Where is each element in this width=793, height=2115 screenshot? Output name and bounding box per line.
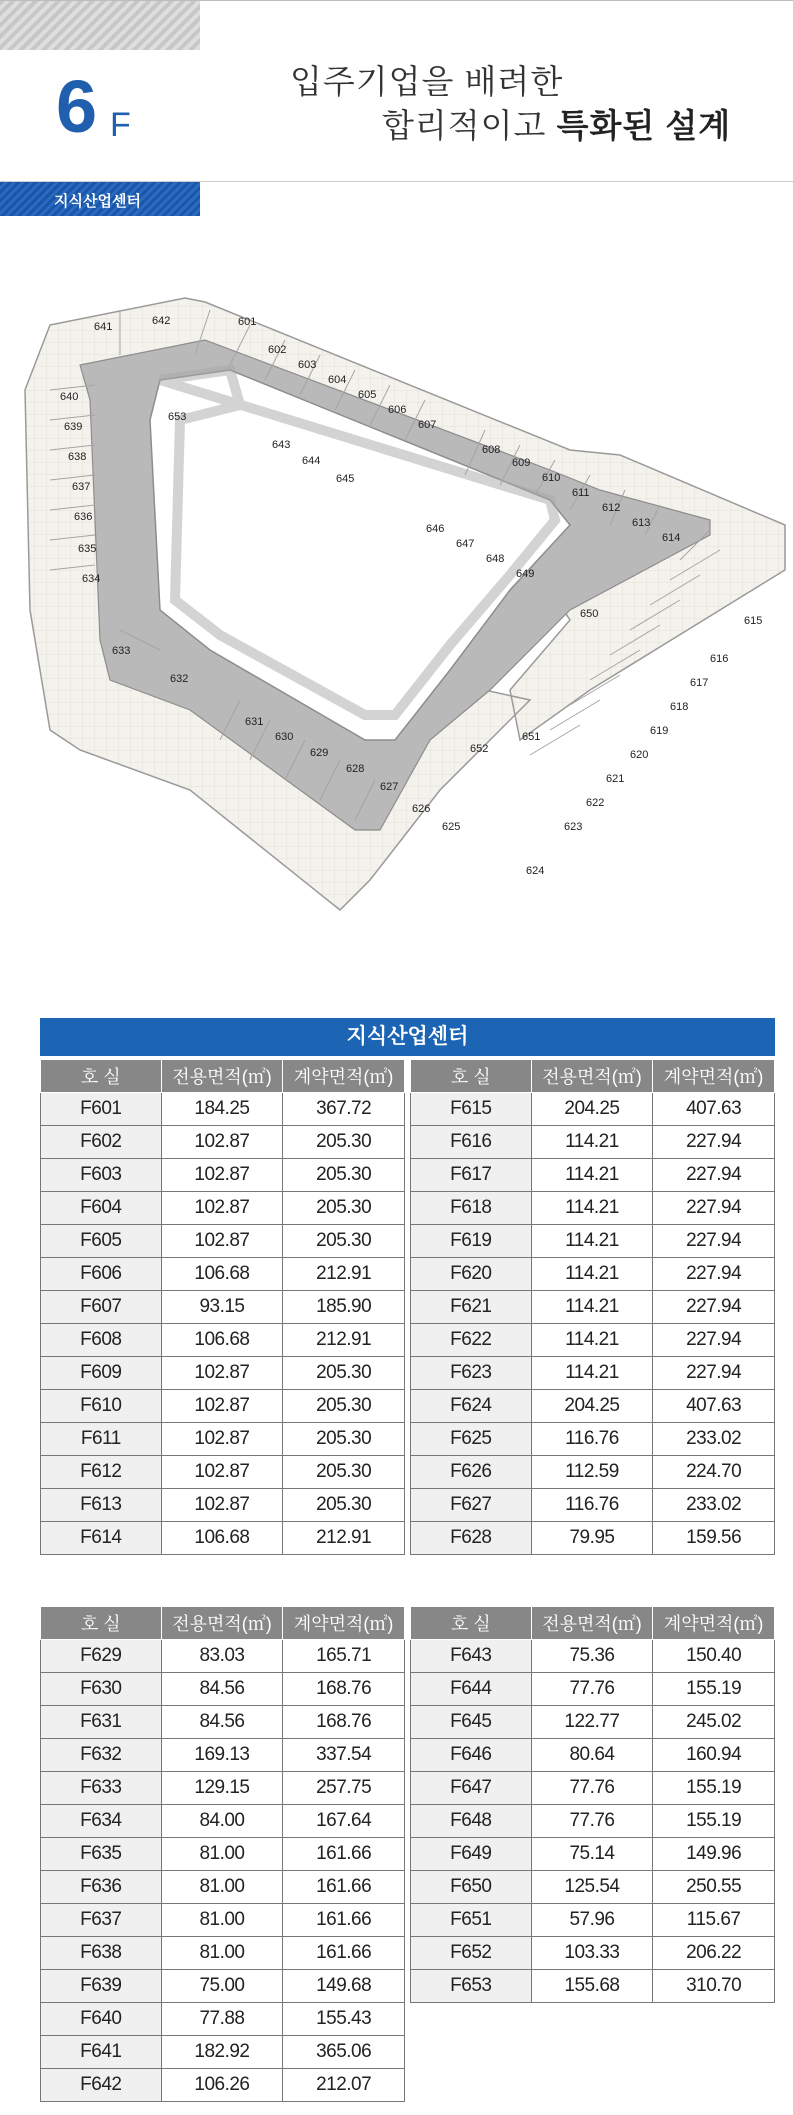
table-row	[411, 1225, 775, 1258]
unit-label: 640	[60, 391, 79, 403]
unit-label: 601	[238, 316, 257, 328]
unit-label: 630	[275, 731, 294, 743]
table-row	[41, 1291, 405, 1324]
table-row	[411, 1871, 775, 1904]
room-cell: F607	[41, 1291, 162, 1324]
room-cell: F615	[411, 1093, 532, 1126]
room-cell: F648	[411, 1805, 532, 1838]
room-cell: F651	[411, 1904, 532, 1937]
unit-label: 602	[268, 344, 287, 356]
unit-label: 643	[272, 439, 291, 451]
contract-area-cell: 407.63	[653, 1390, 775, 1423]
room-cell: F632	[41, 1739, 162, 1772]
table-row	[41, 1093, 405, 1126]
col-header-room: 호 실	[411, 1060, 532, 1093]
contract-area-cell: 165.71	[283, 1640, 405, 1673]
contract-area-cell: 407.63	[653, 1093, 775, 1126]
room-cell: F635	[41, 1838, 162, 1871]
floor-plan	[10, 270, 790, 940]
room-cell: F644	[411, 1673, 532, 1706]
area-table-2-left	[40, 1606, 405, 2102]
room-cell: F605	[41, 1225, 162, 1258]
contract-area-cell: 233.02	[653, 1423, 775, 1456]
exclusive-area-cell: 116.76	[531, 1489, 653, 1522]
table-row	[411, 1904, 775, 1937]
table-row	[411, 1489, 775, 1522]
table-row	[411, 1522, 775, 1555]
contract-area-cell: 205.30	[283, 1225, 405, 1258]
contract-area-cell: 205.30	[283, 1423, 405, 1456]
table-row	[41, 1522, 405, 1555]
col-header-contract-area: 계약면적(㎡)	[653, 1607, 775, 1640]
room-cell: F608	[41, 1324, 162, 1357]
contract-area-cell: 227.94	[653, 1225, 775, 1258]
contract-area-cell: 227.94	[653, 1192, 775, 1225]
unit-label: 635	[78, 543, 97, 555]
unit-label: 604	[328, 374, 347, 386]
room-cell: F625	[411, 1423, 532, 1456]
room-cell: F627	[411, 1489, 532, 1522]
table-row	[41, 1192, 405, 1225]
unit-label: 650	[580, 608, 599, 620]
table-row	[41, 1258, 405, 1291]
exclusive-area-cell: 116.76	[531, 1423, 653, 1456]
exclusive-area-cell: 204.25	[531, 1093, 653, 1126]
contract-area-cell: 185.90	[283, 1291, 405, 1324]
exclusive-area-cell: 102.87	[161, 1489, 283, 1522]
contract-area-cell: 257.75	[283, 1772, 405, 1805]
exclusive-area-cell: 182.92	[161, 2036, 283, 2069]
room-cell: F606	[41, 1258, 162, 1291]
unit-label: 606	[388, 404, 407, 416]
table-row	[41, 1126, 405, 1159]
contract-area-cell: 212.91	[283, 1258, 405, 1291]
exclusive-area-cell: 114.21	[531, 1225, 653, 1258]
contract-area-cell: 168.76	[283, 1706, 405, 1739]
table-title: 지식산업센터	[40, 1018, 775, 1056]
table-row	[411, 1093, 775, 1126]
exclusive-area-cell: 102.87	[161, 1423, 283, 1456]
room-cell: F646	[411, 1739, 532, 1772]
unit-label: 611	[572, 487, 590, 499]
exclusive-area-cell: 75.00	[161, 1970, 283, 2003]
unit-label: 613	[632, 517, 651, 529]
tagline-line2-prefix: 합리적이고	[382, 107, 557, 144]
room-cell: F624	[411, 1390, 532, 1423]
unit-label: 628	[346, 763, 365, 775]
unit-label: 627	[380, 781, 399, 793]
contract-area-cell: 150.40	[653, 1640, 775, 1673]
table-row	[41, 2036, 405, 2069]
unit-label: 653	[168, 411, 187, 423]
table-row	[411, 1324, 775, 1357]
room-cell: F611	[41, 1423, 162, 1456]
room-cell: F617	[411, 1159, 532, 1192]
unit-label: 620	[630, 749, 649, 761]
contract-area-cell: 310.70	[653, 1970, 775, 2003]
exclusive-area-cell: 122.77	[531, 1706, 653, 1739]
exclusive-area-cell: 114.21	[531, 1258, 653, 1291]
table-row	[411, 1640, 775, 1673]
exclusive-area-cell: 114.21	[531, 1192, 653, 1225]
contract-area-cell: 233.02	[653, 1489, 775, 1522]
header-stripe	[0, 0, 200, 50]
contract-area-cell: 205.30	[283, 1390, 405, 1423]
unit-label: 623	[564, 821, 583, 833]
contract-area-cell: 205.30	[283, 1159, 405, 1192]
contract-area-cell: 205.30	[283, 1456, 405, 1489]
table-row	[411, 1838, 775, 1871]
table-row	[41, 1357, 405, 1390]
table-row	[41, 1456, 405, 1489]
contract-area-cell: 227.94	[653, 1291, 775, 1324]
section-label: 지식산업센터	[54, 193, 141, 210]
contract-area-cell: 337.54	[283, 1739, 405, 1772]
exclusive-area-cell: 106.68	[161, 1522, 283, 1555]
unit-label: 632	[170, 673, 189, 685]
room-cell: F628	[411, 1522, 532, 1555]
col-header-contract-area: 계약면적(㎡)	[653, 1060, 775, 1093]
exclusive-area-cell: 93.15	[161, 1291, 283, 1324]
table-row	[41, 1423, 405, 1456]
unit-label: 637	[72, 481, 91, 493]
exclusive-area-cell: 77.88	[161, 2003, 283, 2036]
unit-label: 638	[68, 451, 87, 463]
exclusive-area-cell: 114.21	[531, 1291, 653, 1324]
exclusive-area-cell: 75.14	[531, 1838, 653, 1871]
contract-area-cell: 212.91	[283, 1324, 405, 1357]
unit-label: 617	[690, 677, 709, 689]
contract-area-cell: 205.30	[283, 1192, 405, 1225]
unit-label: 651	[522, 731, 541, 743]
contract-area-cell: 212.07	[283, 2069, 405, 2102]
exclusive-area-cell: 102.87	[161, 1159, 283, 1192]
exclusive-area-cell: 102.87	[161, 1126, 283, 1159]
exclusive-area-cell: 84.56	[161, 1706, 283, 1739]
contract-area-cell: 206.22	[653, 1937, 775, 1970]
unit-label: 641	[94, 321, 113, 333]
room-cell: F609	[41, 1357, 162, 1390]
unit-label: 622	[586, 797, 605, 809]
table-row	[411, 1291, 775, 1324]
table-row	[41, 2069, 405, 2102]
room-cell: F652	[411, 1937, 532, 1970]
exclusive-area-cell: 81.00	[161, 1871, 283, 1904]
room-cell: F620	[411, 1258, 532, 1291]
table-row	[41, 2003, 405, 2036]
col-header-contract-area: 계약면적(㎡)	[283, 1060, 405, 1093]
room-cell: F626	[411, 1456, 532, 1489]
room-cell: F633	[41, 1772, 162, 1805]
room-cell: F649	[411, 1838, 532, 1871]
table-row	[411, 1192, 775, 1225]
exclusive-area-cell: 114.21	[531, 1357, 653, 1390]
unit-label: 644	[302, 455, 321, 467]
table-row	[411, 1423, 775, 1456]
exclusive-area-cell: 57.96	[531, 1904, 653, 1937]
room-cell: F636	[41, 1871, 162, 1904]
floor-number: 6	[56, 65, 95, 148]
contract-area-cell: 161.66	[283, 1904, 405, 1937]
unit-label: 645	[336, 473, 355, 485]
table-row	[411, 1805, 775, 1838]
page-header	[0, 0, 793, 182]
col-header-exclusive-area: 전용면적(㎡)	[531, 1607, 653, 1640]
exclusive-area-cell: 155.68	[531, 1970, 653, 2003]
table-row	[41, 1225, 405, 1258]
room-cell: F604	[41, 1192, 162, 1225]
exclusive-area-cell: 114.21	[531, 1324, 653, 1357]
exclusive-area-cell: 114.21	[531, 1126, 653, 1159]
contract-area-cell: 212.91	[283, 1522, 405, 1555]
contract-area-cell: 161.66	[283, 1937, 405, 1970]
contract-area-cell: 250.55	[653, 1871, 775, 1904]
unit-label: 633	[112, 645, 131, 657]
room-cell: F640	[41, 2003, 162, 2036]
room-cell: F642	[41, 2069, 162, 2102]
exclusive-area-cell: 80.64	[531, 1739, 653, 1772]
exclusive-area-cell: 169.13	[161, 1739, 283, 1772]
floor-suffix: F	[110, 106, 131, 144]
exclusive-area-cell: 106.68	[161, 1258, 283, 1291]
table-row	[411, 1937, 775, 1970]
unit-label: 642	[152, 315, 171, 327]
unit-label: 647	[456, 538, 475, 550]
exclusive-area-cell: 184.25	[161, 1093, 283, 1126]
table-row	[41, 1706, 405, 1739]
table-row	[411, 1706, 775, 1739]
room-cell: F629	[41, 1640, 162, 1673]
exclusive-area-cell: 77.76	[531, 1805, 653, 1838]
contract-area-cell: 115.67	[653, 1904, 775, 1937]
contract-area-cell: 227.94	[653, 1258, 775, 1291]
room-cell: F630	[41, 1673, 162, 1706]
table-row	[411, 1357, 775, 1390]
table-row	[41, 1390, 405, 1423]
table-row	[411, 1456, 775, 1489]
table-row	[411, 1258, 775, 1291]
contract-area-cell: 205.30	[283, 1489, 405, 1522]
room-cell: F637	[41, 1904, 162, 1937]
unit-label: 652	[470, 743, 489, 755]
contract-area-cell: 367.72	[283, 1093, 405, 1126]
table-header-row	[41, 1060, 405, 1093]
unit-label: 625	[442, 821, 461, 833]
table-row	[41, 1772, 405, 1805]
exclusive-area-cell: 102.87	[161, 1390, 283, 1423]
table-row	[411, 1970, 775, 2003]
table-row	[411, 1390, 775, 1423]
table-row	[41, 1673, 405, 1706]
table-row	[41, 1970, 405, 2003]
col-header-exclusive-area: 전용면적(㎡)	[531, 1060, 653, 1093]
unit-label: 603	[298, 359, 317, 371]
col-header-contract-area: 계약면적(㎡)	[283, 1607, 405, 1640]
contract-area-cell: 155.19	[653, 1673, 775, 1706]
area-table-1-right	[410, 1059, 775, 1555]
contract-area-cell: 227.94	[653, 1159, 775, 1192]
exclusive-area-cell: 79.95	[531, 1522, 653, 1555]
room-cell: F643	[411, 1640, 532, 1673]
table-header-row	[411, 1607, 775, 1640]
exclusive-area-cell: 112.59	[531, 1456, 653, 1489]
room-cell: F621	[411, 1291, 532, 1324]
exclusive-area-cell: 102.87	[161, 1192, 283, 1225]
table-header-row	[411, 1060, 775, 1093]
contract-area-cell: 227.94	[653, 1357, 775, 1390]
room-cell: F638	[41, 1937, 162, 1970]
room-cell: F614	[41, 1522, 162, 1555]
table-row	[41, 1838, 405, 1871]
table-row	[411, 1772, 775, 1805]
contract-area-cell: 149.96	[653, 1838, 775, 1871]
contract-area-cell: 365.06	[283, 2036, 405, 2069]
exclusive-area-cell: 84.56	[161, 1673, 283, 1706]
unit-label: 636	[74, 511, 93, 523]
contract-area-cell: 168.76	[283, 1673, 405, 1706]
table-row	[41, 1937, 405, 1970]
area-table-1-left	[40, 1059, 405, 1555]
exclusive-area-cell: 102.87	[161, 1225, 283, 1258]
table-row	[41, 1904, 405, 1937]
unit-label: 624	[526, 865, 545, 877]
unit-label: 649	[516, 568, 535, 580]
table-row	[411, 1159, 775, 1192]
table-row	[411, 1739, 775, 1772]
table-row	[41, 1805, 405, 1838]
exclusive-area-cell: 102.87	[161, 1456, 283, 1489]
exclusive-area-cell: 81.00	[161, 1937, 283, 1970]
room-cell: F613	[41, 1489, 162, 1522]
unit-label: 619	[650, 725, 669, 737]
unit-label: 634	[82, 573, 101, 585]
room-cell: F622	[411, 1324, 532, 1357]
col-header-exclusive-area: 전용면적(㎡)	[161, 1607, 283, 1640]
floor-plan-drawing	[10, 270, 790, 940]
contract-area-cell: 159.56	[653, 1522, 775, 1555]
contract-area-cell: 205.30	[283, 1357, 405, 1390]
table-row	[41, 1871, 405, 1904]
exclusive-area-cell: 81.00	[161, 1904, 283, 1937]
col-header-room: 호 실	[41, 1607, 162, 1640]
unit-label: 626	[412, 803, 431, 815]
contract-area-cell: 155.43	[283, 2003, 405, 2036]
unit-label: 610	[542, 472, 561, 484]
contract-area-cell: 155.19	[653, 1772, 775, 1805]
contract-area-cell: 245.02	[653, 1706, 775, 1739]
tagline-line1: 입주기업을 배려한	[290, 63, 564, 100]
exclusive-area-cell: 125.54	[531, 1871, 653, 1904]
unit-label: 609	[512, 457, 531, 469]
exclusive-area-cell: 77.76	[531, 1673, 653, 1706]
room-cell: F631	[41, 1706, 162, 1739]
exclusive-area-cell: 114.21	[531, 1159, 653, 1192]
unit-label: 648	[486, 553, 505, 565]
exclusive-area-cell: 81.00	[161, 1838, 283, 1871]
tagline-line2	[382, 100, 731, 147]
header-line	[0, 0, 793, 1]
unit-label: 607	[418, 419, 437, 431]
contract-area-cell: 167.64	[283, 1805, 405, 1838]
room-cell: F618	[411, 1192, 532, 1225]
unit-label: 615	[744, 615, 763, 627]
unit-label: 618	[670, 701, 689, 713]
unit-label: 616	[710, 653, 729, 665]
table-row	[411, 1673, 775, 1706]
contract-area-cell: 160.94	[653, 1739, 775, 1772]
exclusive-area-cell: 77.76	[531, 1772, 653, 1805]
exclusive-area-cell: 129.15	[161, 1772, 283, 1805]
contract-area-cell: 149.68	[283, 1970, 405, 2003]
room-cell: F616	[411, 1126, 532, 1159]
area-table-2-right	[410, 1606, 775, 2003]
room-cell: F610	[41, 1390, 162, 1423]
contract-area-cell: 155.19	[653, 1805, 775, 1838]
table-header-row	[41, 1607, 405, 1640]
unit-label: 608	[482, 444, 501, 456]
room-cell: F619	[411, 1225, 532, 1258]
col-header-room: 호 실	[411, 1607, 532, 1640]
unit-label: 605	[358, 389, 377, 401]
table-row	[41, 1324, 405, 1357]
table-row	[41, 1640, 405, 1673]
unit-label: 631	[245, 716, 264, 728]
unit-label: 639	[64, 421, 83, 433]
unit-label: 629	[310, 747, 329, 759]
table-row	[411, 1126, 775, 1159]
contract-area-cell: 161.66	[283, 1871, 405, 1904]
room-cell: F634	[41, 1805, 162, 1838]
tagline-line2-bold: 특화된 설계	[556, 107, 732, 144]
contract-area-cell: 205.30	[283, 1126, 405, 1159]
unit-label: 621	[606, 773, 625, 785]
contract-area-cell: 224.70	[653, 1456, 775, 1489]
exclusive-area-cell: 75.36	[531, 1640, 653, 1673]
exclusive-area-cell: 84.00	[161, 1805, 283, 1838]
col-header-exclusive-area: 전용면적(㎡)	[161, 1060, 283, 1093]
room-cell: F601	[41, 1093, 162, 1126]
contract-area-cell: 227.94	[653, 1126, 775, 1159]
exclusive-area-cell: 106.26	[161, 2069, 283, 2102]
table-row	[41, 1739, 405, 1772]
room-cell: F653	[411, 1970, 532, 2003]
room-cell: F650	[411, 1871, 532, 1904]
room-cell: F645	[411, 1706, 532, 1739]
exclusive-area-cell: 83.03	[161, 1640, 283, 1673]
room-cell: F602	[41, 1126, 162, 1159]
unit-label: 614	[662, 532, 681, 544]
table-row	[41, 1489, 405, 1522]
contract-area-cell: 161.66	[283, 1838, 405, 1871]
table-row	[41, 1159, 405, 1192]
room-cell: F639	[41, 1970, 162, 2003]
exclusive-area-cell: 103.33	[531, 1937, 653, 1970]
room-cell: F612	[41, 1456, 162, 1489]
room-cell: F603	[41, 1159, 162, 1192]
exclusive-area-cell: 106.68	[161, 1324, 283, 1357]
room-cell: F623	[411, 1357, 532, 1390]
exclusive-area-cell: 102.87	[161, 1357, 283, 1390]
contract-area-cell: 227.94	[653, 1324, 775, 1357]
col-header-room: 호 실	[41, 1060, 162, 1093]
room-cell: F647	[411, 1772, 532, 1805]
room-cell: F641	[41, 2036, 162, 2069]
unit-label: 612	[602, 502, 621, 514]
exclusive-area-cell: 204.25	[531, 1390, 653, 1423]
unit-label: 646	[426, 523, 445, 535]
